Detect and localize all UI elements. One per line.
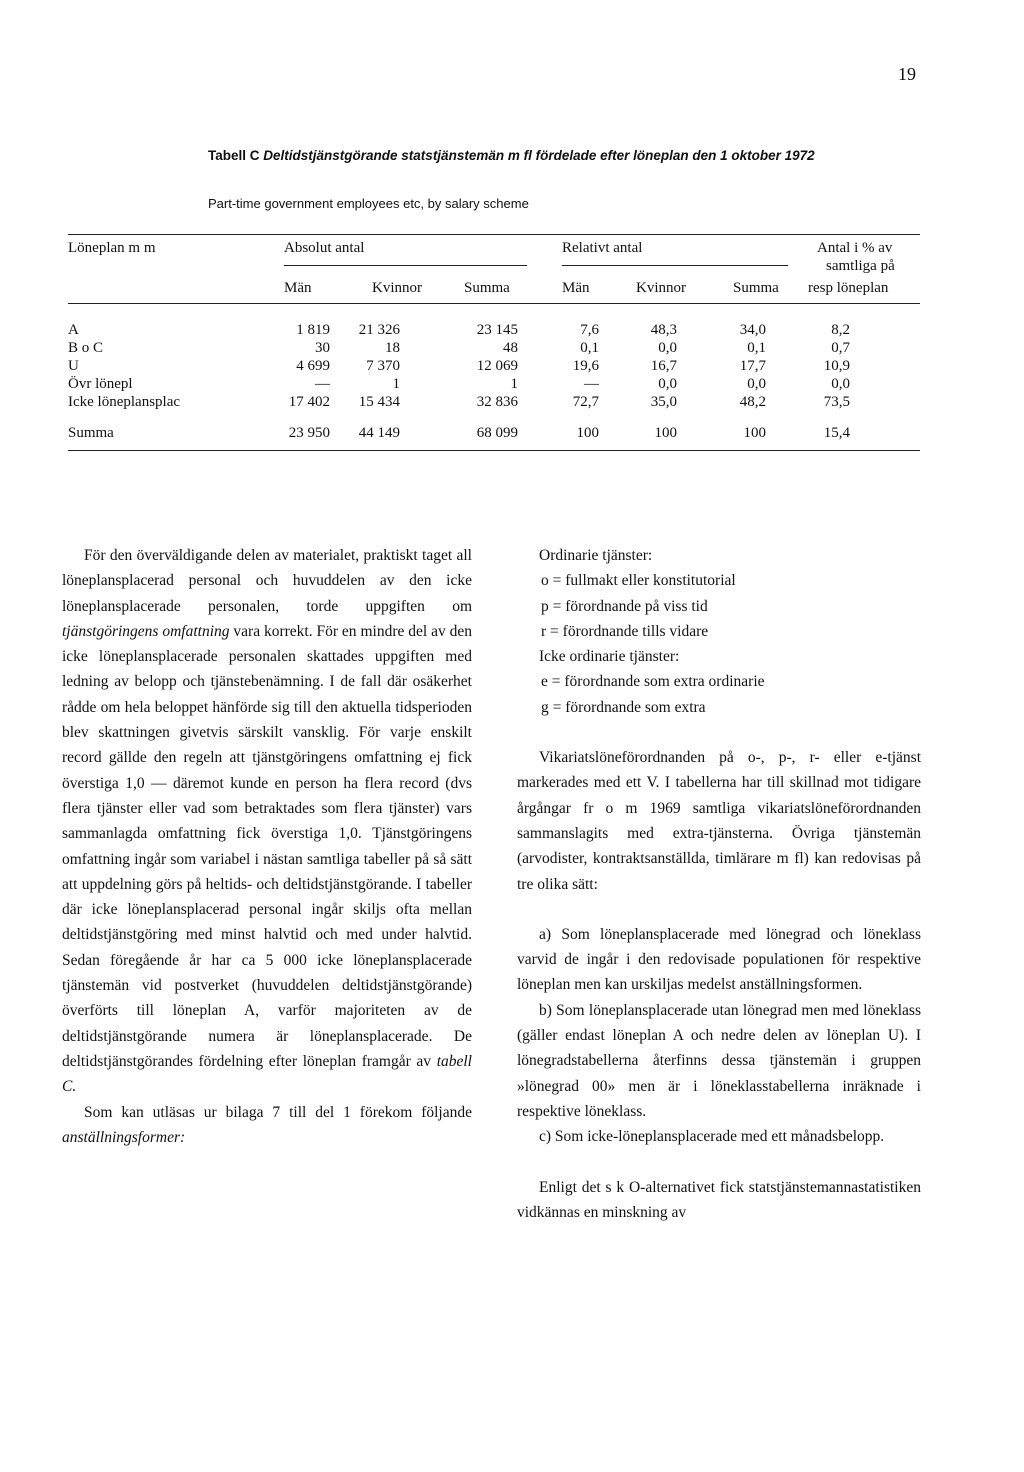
sub-header-kvinnor-rel: Kvinnor [636, 280, 686, 296]
table-reference: tabell C. [62, 1052, 472, 1096]
right-column [517, 543, 921, 1225]
table-cell: 0,1 [580, 340, 599, 356]
table-top-rule [68, 234, 920, 235]
left-column [62, 543, 472, 1150]
share-header-line3: resp löneplan [808, 280, 889, 296]
table-cell: 30 [315, 340, 330, 356]
table-bottom-rule [68, 450, 920, 451]
table-header-rule [68, 303, 920, 304]
icke-ordinarie-item: g = förordnande som extra [541, 698, 706, 716]
paragraph-forms [62, 1100, 472, 1151]
ordinarie-item: r = förordnande tills vidare [541, 622, 709, 640]
sub-header-man-rel: Män [562, 280, 590, 296]
table-cell: 7,6 [580, 322, 599, 338]
row-label: Övr lönepl [68, 376, 133, 392]
paragraph-option-b: b) Som löneplansplacerade utan lönegrad men med löneklass (gäller endast löneplan A och nedre delen av löneplan U). I lönegradstabellerna återfinns dessa tjänstemän i gruppen »lönegrad 00» men är i löneklasstabellerna inräknade i respektive löneklass. [517, 1001, 921, 1120]
paragraph-precision [62, 543, 472, 1100]
row-header: Löneplan m m [68, 240, 156, 256]
row-label: Icke löneplansplac [68, 394, 181, 410]
table-cell: 4 699 [296, 358, 330, 374]
table-cell: 0,1 [747, 340, 766, 356]
table-cell: 0,0 [658, 376, 677, 392]
relative-header: Relativt antal [562, 240, 643, 256]
total-cell: 23 950 [288, 425, 330, 441]
text-run: vara korrekt. För en mindre del av den icke löneplansplacerade personalen skattades uppgiften med ledning av belopp och tjänstebenämning. I de fall där osäkerhet rådde om hela beloppet hänförde sig till den aktuella tidsperioden blev skattningen givetvis särskilt vansklig. För varje enskilt record gällde den regeln att tjänstgöringens omfattning ej fick överstiga 1,0 — däremot kunde en person ha flera record (dvs flera tjänster eller vad som betraktades som flera tjänster) vars sammanlagda omfattning fick överstiga 1,0. Tjänstgöringens omfattning ingår som variabel i nästan samtliga tabeller på så sätt att uppdelning görs på heltids- och deltidstjänstgörande. I tabeller där icke löneplansplacerad personal ingår skiljs ofta mellan deltidstjänstgöring med minst halvtid och med under halvtid. Sedan föregående år har ca 5 000 icke löneplansplacerade tjänstemän vid postverket (huvuddelen deltidstjänstgörande) överförts till löneplan A, varför majoriteten av de deltidstjänstgörande numera är löneplansplacerade. De deltidstjänstgörandes fördelning efter löneplan framgår av [62, 622, 472, 1070]
sub-header-man: Män [284, 280, 312, 296]
table-cell: 0,0 [831, 376, 850, 392]
absolute-header: Absolut antal [284, 240, 365, 256]
total-cell: 68 099 [476, 425, 518, 441]
share-header-line2: samtliga på [826, 258, 895, 274]
spacer [517, 897, 921, 922]
sub-header-summa-rel: Summa [733, 280, 779, 296]
total-cell: 100 [654, 425, 677, 441]
table-cell: — [584, 376, 599, 392]
emphasis-text: tjänstgöringens omfattning [62, 622, 230, 640]
table-cell: 1 [510, 376, 518, 392]
table-cell: — [315, 376, 330, 392]
table-cell: 21 326 [358, 322, 400, 338]
total-cell: 15,4 [823, 425, 850, 441]
row-label: A [68, 322, 79, 338]
text-run: Som kan utläsas ur bilaga 7 till del 1 förekom följande [84, 1103, 472, 1121]
table-cell: 18 [385, 340, 400, 356]
table-cell: 35,0 [650, 394, 677, 410]
ordinarie-heading: Ordinarie tjänster: [539, 547, 653, 564]
table-cell: 7 370 [366, 358, 400, 374]
ordinarie-item: p = förordnande på viss tid [541, 597, 708, 615]
table-cell: 23 145 [476, 322, 518, 338]
table-cell: 19,6 [572, 358, 599, 374]
row-label: U [68, 358, 79, 374]
table-cell: 48,2 [739, 394, 766, 410]
paragraph-option-c: c) Som icke-löneplansplacerade med ett månadsbelopp. [539, 1128, 885, 1146]
table-cell: 15 434 [358, 394, 400, 410]
table-cell: 0,0 [747, 376, 766, 392]
emphasis-text: anställningsformer: [62, 1128, 186, 1146]
spacer [517, 1150, 921, 1175]
table-cell: 1 819 [296, 322, 330, 338]
row-label: B o C [68, 340, 104, 356]
total-cell: 100 [576, 425, 599, 441]
table-cell: 32 836 [476, 394, 518, 410]
icke-ordinarie-item: e = förordnande som extra ordinarie [541, 673, 765, 691]
paragraph-option-a: a) Som löneplansplacerade med lönegrad och löneklass varvid de ingår i den redovisade populationen för respektive löneplan men kan urskiljas medelst anställningsformen. [517, 925, 921, 994]
table-cell: 72,7 [572, 394, 599, 410]
table-cell: 73,5 [823, 394, 850, 410]
table-cell: 12 069 [476, 358, 518, 374]
absolute-underline [284, 265, 527, 266]
total-cell: 44 149 [358, 425, 400, 441]
ordinarie-item: o = fullmakt eller konstitutorial [541, 572, 736, 590]
table-cell: 16,7 [650, 358, 677, 374]
paragraph-vikariat: Vikariatslöneförordnanden på o-, p-, r- eller e-tjänst markerades med ett V. I tabellerna har till skillnad mot tidigare årgångar fr o m 1969 samtliga vikariatslöneförordnanden sammanslagits med extra-tjänsterna. Övriga tjänstemän (arvodister, kontraktsanställda, timlärare m fl) kan redovisas på tre olika sätt: [517, 749, 921, 893]
table-cell: 1 [392, 376, 400, 392]
table-subtitle: Part-time government employees etc, by salary scheme [208, 196, 529, 211]
paragraph-o-alternativet: Enligt det s k O-alternativet fick statstjänstemannastatistiken vidkännas en minskning av [517, 1178, 921, 1221]
share-header-line1: Antal i % av [817, 240, 893, 256]
icke-ordinarie-heading: Icke ordinarie tjänster: [539, 648, 680, 666]
table-cell: 48,3 [650, 322, 677, 338]
sub-header-kvinnor: Kvinnor [372, 280, 422, 296]
table-cell: 0,0 [658, 340, 677, 356]
spacer [517, 720, 921, 745]
table-cell: 17,7 [739, 358, 766, 374]
total-row-label: Summa [68, 425, 114, 441]
table-cell: 34,0 [739, 322, 766, 338]
total-cell: 100 [743, 425, 766, 441]
table-cell: 8,2 [831, 322, 850, 338]
page-number: 19 [898, 64, 916, 84]
relative-underline [562, 265, 788, 266]
text-run: För den överväldigande delen av materialet, praktiskt taget all löneplansplacerad personal och huvuddelen av den icke löneplansplacerade personalen, torde uppgiften om [62, 547, 472, 615]
table-label: Tabell C [208, 148, 260, 163]
table-title: Deltidstjänstgörande statstjänstemän m fl fördelade efter löneplan den 1 oktober 1972 [263, 148, 815, 163]
table-cell: 48 [503, 340, 518, 356]
sub-header-summa: Summa [464, 280, 510, 296]
table-cell: 0,7 [831, 340, 850, 356]
table-cell: 17 402 [288, 394, 330, 410]
table-cell: 10,9 [823, 358, 850, 374]
table-caption [208, 145, 928, 167]
